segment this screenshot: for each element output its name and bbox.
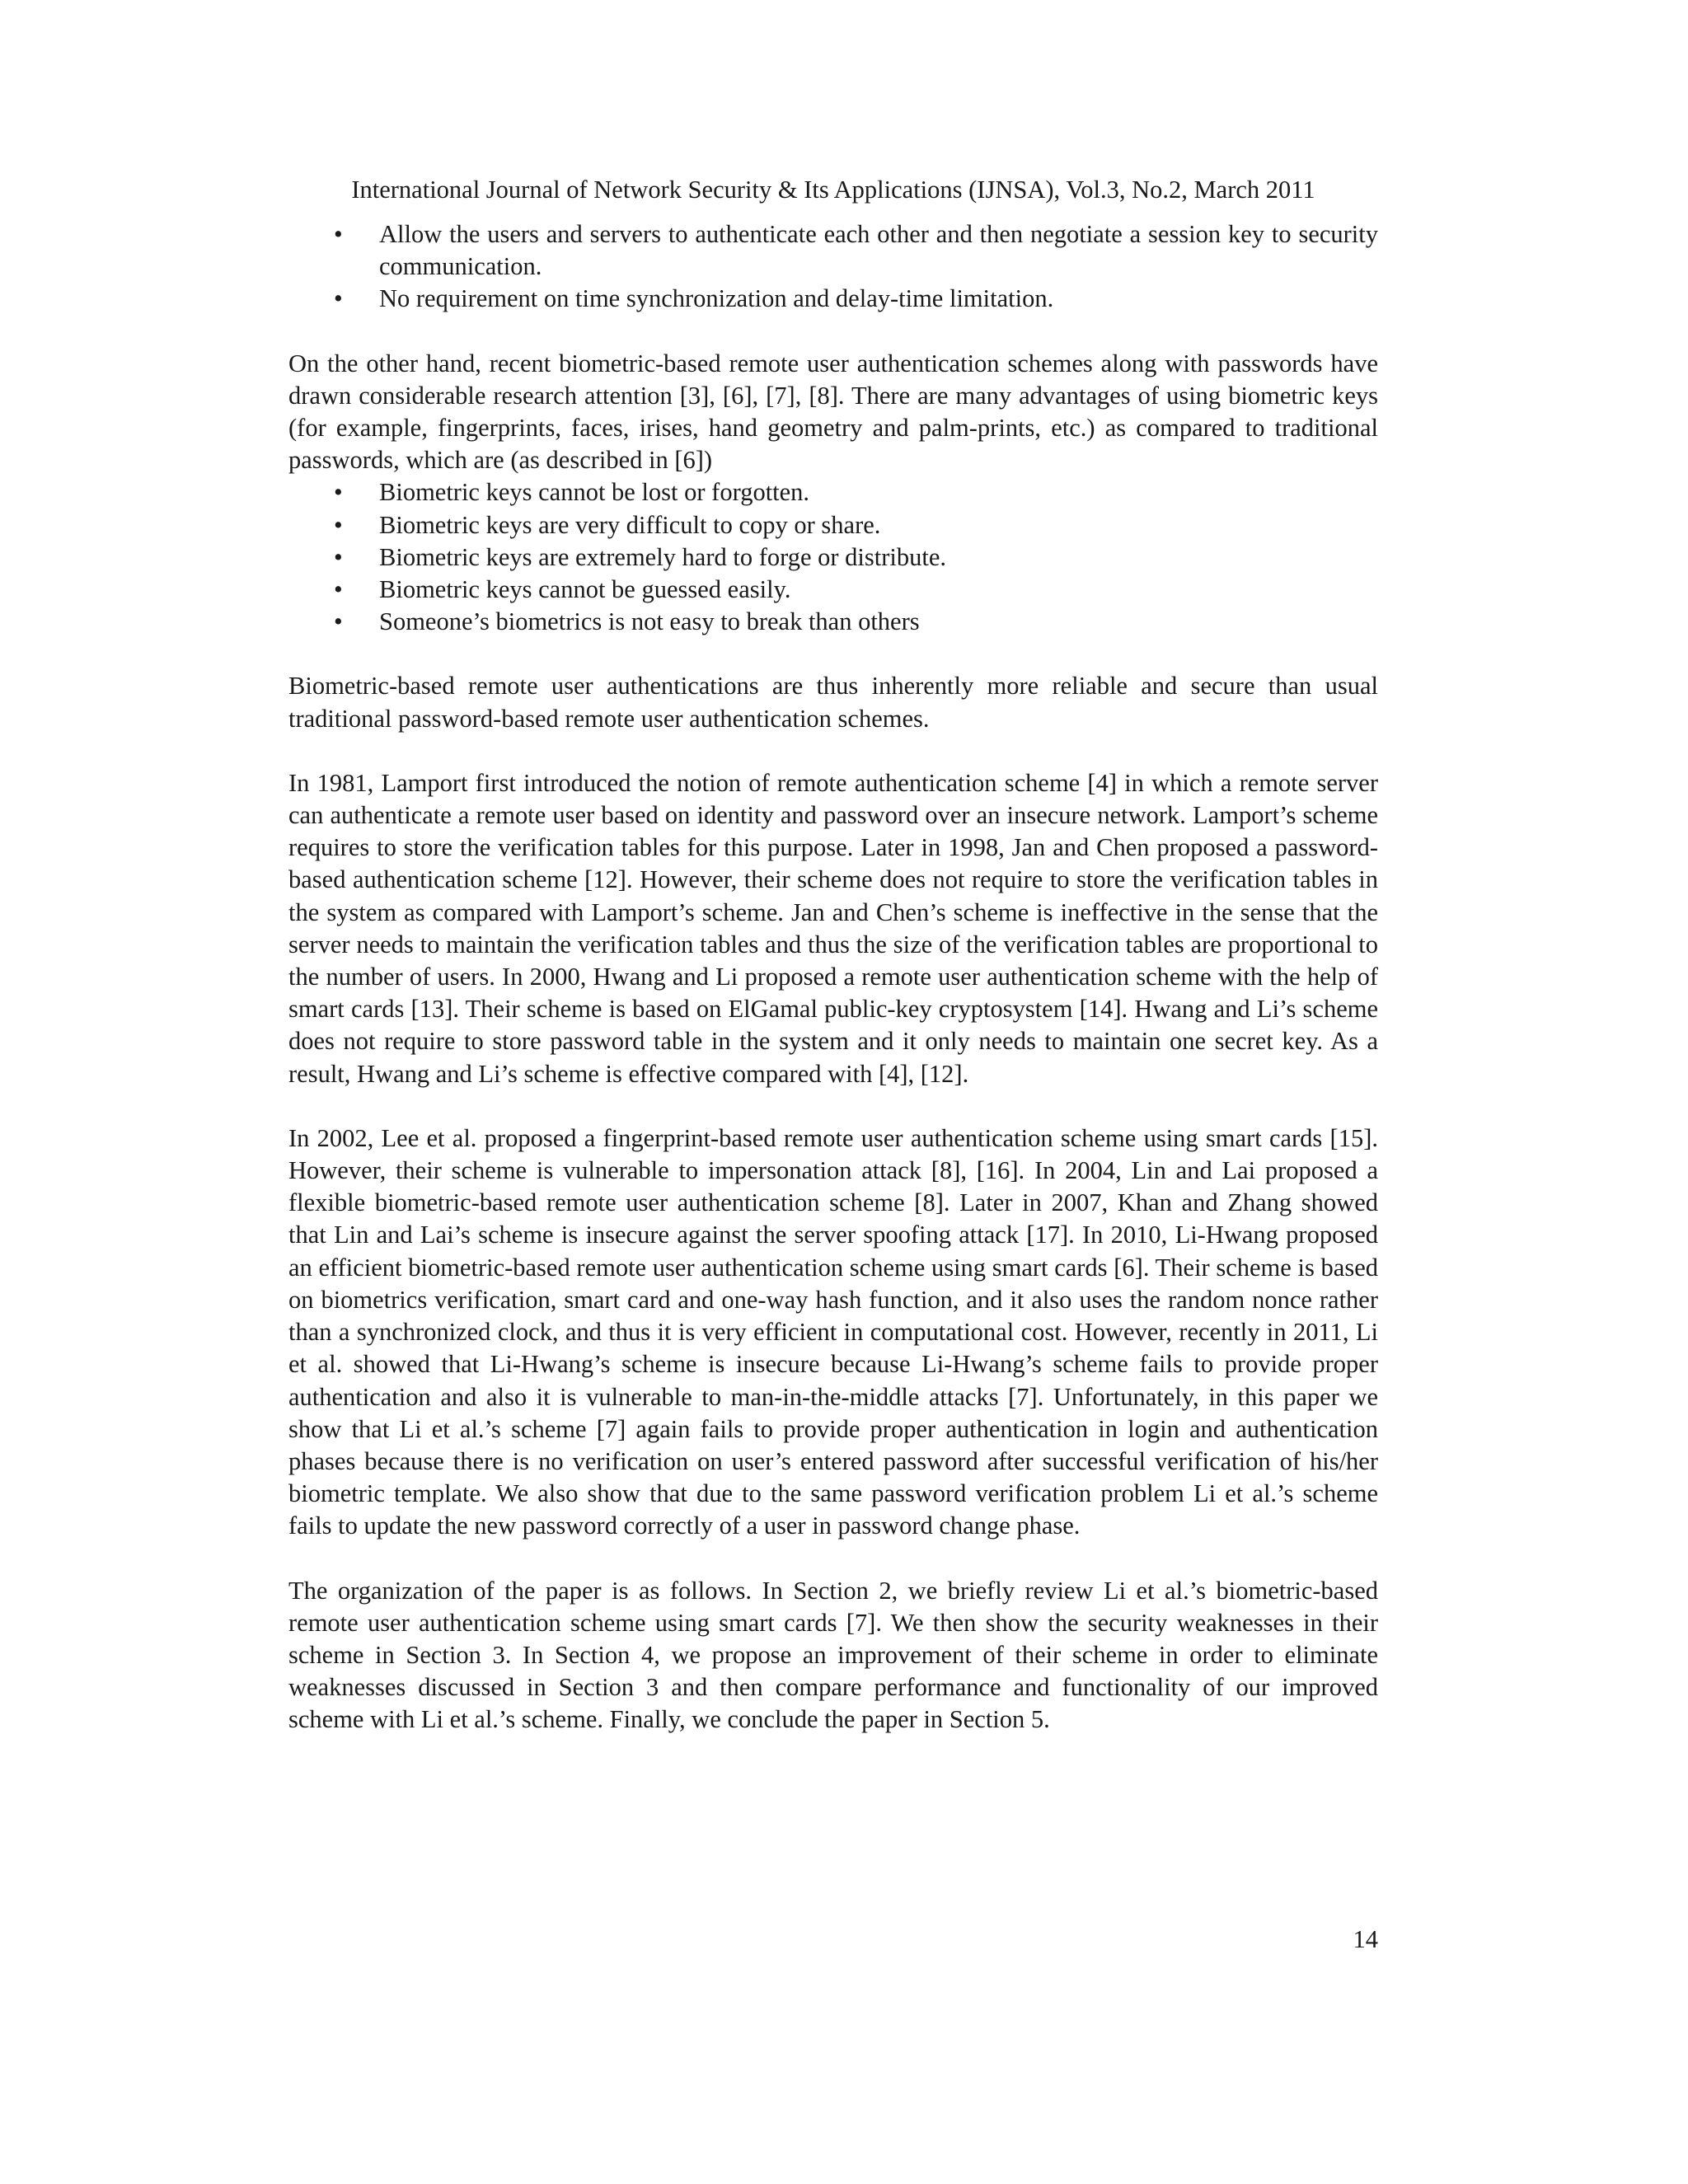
list-item bbox=[288, 283, 1378, 315]
list-item-text: Biometric keys are extremely hard to forge or distribute. bbox=[379, 542, 947, 571]
list-item bbox=[288, 541, 1378, 574]
paragraph-history: In 1981, Lamport first introduced the notion of remote authentication scheme [4] in which a remote server can authenticate a remote user based on identity and password over an insecure network. Lamport’s scheme requires to store the verification tables for this purpose. Later in 1998, Jan and Chen proposed a password-based authentication scheme [12]. However, their scheme does not require to store the verification tables in the system as compared with Lamport’s scheme. Jan and Chen’s scheme is ineffective in the sense that the server needs to maintain the verification tables and thus the size of the verification tables are proportional to the number of users. In 2000, Hwang and Li proposed a remote user authentication scheme with the help of smart cards [13]. Their scheme is based on ElGamal public-key cryptosystem [14]. Hwang and Li’s scheme does not require to store password table in the system and it only needs to maintain one secret key. As a result, Hwang and Li’s scheme is effective compared with [4], [12]. bbox=[288, 768, 1378, 1088]
list-item-text: No requirement on time synchronization and delay-time limitation. bbox=[379, 284, 1054, 313]
list-item-text: Someone’s biometrics is not easy to break than others bbox=[379, 607, 920, 636]
list-item bbox=[288, 509, 1378, 541]
bullet-icon: • bbox=[334, 220, 343, 248]
paragraph-gap bbox=[288, 1543, 1378, 1575]
paragraph-gap bbox=[288, 1090, 1378, 1122]
paragraph-reliability: Biometric-based remote user authentications are thus inherently more reliable and secure than usual traditional password-based remote user authentication schemes. bbox=[288, 672, 1378, 733]
bullet-icon: • bbox=[334, 607, 343, 636]
list-item bbox=[288, 218, 1378, 283]
bullet-icon: • bbox=[334, 284, 343, 313]
list-item-text: Biometric keys cannot be guessed easily. bbox=[379, 575, 791, 604]
biometric-bullet-list bbox=[288, 476, 1378, 638]
page-content bbox=[288, 218, 1378, 1736]
paper-page bbox=[288, 0, 1378, 2184]
paragraph-related-work: In 2002, Lee et al. proposed a fingerprint-based remote user authentication scheme using smart cards [15]. However, their scheme is vulnerable to impersonation attack [8], [16]. In 2004, Lin and Lai proposed a flexible biometric-based remote user authentication scheme [8]. Later in 2007, Khan and Zhang showed that Lin and Lai’s scheme is insecure against the server spoofing attack [17]. In 2010, Li-Hwang proposed an efficient biometric-based remote user authentication scheme using smart cards [6]. Their scheme is based on biometrics verification, smart card and one-way hash function, and it also uses the random nonce rather than a synchronized clock, and thus it is very efficient in computational cost. However, recently in 2011, Li et al. showed that Li-Hwang’s scheme is insecure because Li-Hwang’s scheme fails to provide proper authentication and also it is vulnerable to man-in-the-middle attacks [7]. Unfortunately, in this paper we show that Li et al.’s scheme [7] again fails to provide proper authentication in login and authentication phases because there is no verification on user’s entered password after successful verification of his/her biometric template. We also show that due to the same password verification problem Li et al.’s scheme fails to update the new password correctly of a user in password change phase. bbox=[288, 1123, 1378, 1540]
paragraph-gap bbox=[288, 735, 1378, 767]
list-item bbox=[288, 574, 1378, 606]
paragraph-gap bbox=[288, 638, 1378, 670]
paragraph-organization: The organization of the paper is as follows. In Section 2, we briefly review Li et al.’s biometric-based remote user authentication scheme using smart cards [7]. We then show the security weaknesses in their scheme in Section 3. In Section 4, we propose an improvement of their scheme in order to eliminate weaknesses discussed in Section 3 and then compare performance and functionality of our improved scheme with Li et al.’s scheme. Finally, we conclude the paper in Section 5. bbox=[288, 1576, 1378, 1734]
bullet-icon: • bbox=[334, 510, 343, 539]
list-item-text: Biometric keys cannot be lost or forgotten. bbox=[379, 478, 810, 507]
bullet-icon: • bbox=[334, 542, 343, 571]
paragraph-gap bbox=[288, 316, 1378, 348]
paragraph-biometric-advantages: On the other hand, recent biometric-based remote user authentication schemes along with passwords have drawn considerable research attention [3], [6], [7], [8]. There are many advantages of using biometric keys (for example, fingerprints, faces, irises, hand geometry and palm-prints, etc.) as compared to traditional passwords, which are (as described in [6]) bbox=[288, 349, 1378, 475]
page-number: 14 bbox=[1353, 1925, 1378, 1953]
list-item-text: Allow the users and servers to authenticate each other and then negotiate a session key to security communication. bbox=[379, 220, 1378, 281]
list-item bbox=[288, 606, 1378, 638]
running-header: International Journal of Network Security & Its Applications (IJNSA), Vol.3, No.2, March 2011 bbox=[351, 176, 1315, 204]
bullet-icon: • bbox=[334, 575, 343, 604]
list-item-text: Biometric keys are very difficult to copy or share. bbox=[379, 510, 881, 539]
intro-bullet-list bbox=[288, 218, 1378, 316]
list-item bbox=[288, 476, 1378, 509]
bullet-icon: • bbox=[334, 478, 343, 507]
